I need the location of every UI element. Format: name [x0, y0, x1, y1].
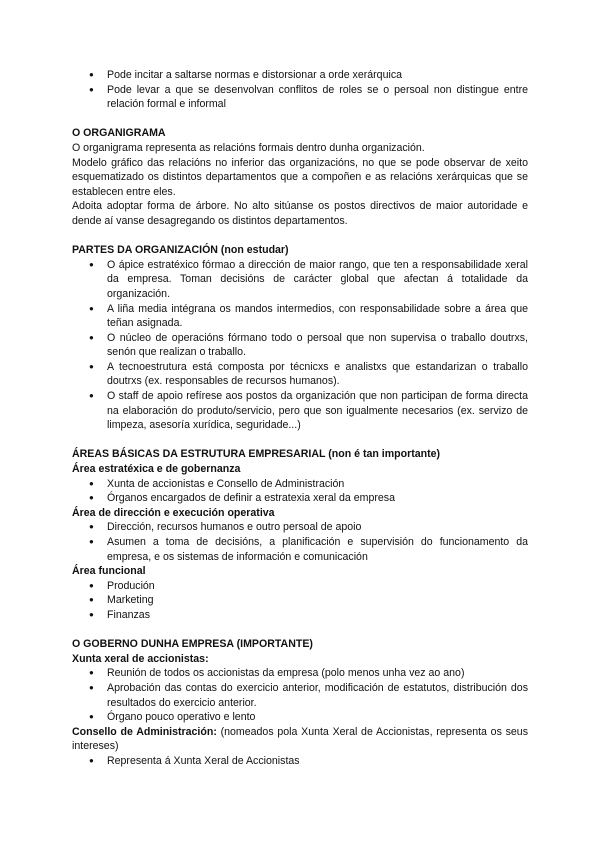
estratexica-bullet-list — [72, 477, 528, 506]
paragraph: Adoita adoptar forma de árbore. No alto sitúanse os postos directivos de maior autoridade e dende aí vanse desagregando os distintos departamentos. — [72, 200, 528, 227]
funcional-bullet-list — [72, 579, 528, 623]
direccion-bullet-list — [72, 520, 528, 564]
list-item: ● Órgano pouco operativo e lento — [72, 710, 528, 725]
list-item: ● Dirección, recursos humanos e outro persoal de apoio — [72, 520, 528, 535]
list-item: ● Reunión de todos os accionistas da empresa (polo menos unha vez ao ano) — [72, 666, 528, 681]
list-item: ● A tecnoestrutura está composta por técnicxs e analistxs que estandarizan o traballo doutrxs (ex. responsables de recursos humanos). — [72, 360, 528, 389]
list-item: ● Finanzas — [72, 608, 528, 623]
list-item: ● Pode incitar a saltarse normas e distorsionar a orde xerárquica — [72, 68, 528, 83]
list-item: ● Pode levar a que se desenvolvan conflitos de roles se o persoal non distingue entre relación formal e informal — [72, 83, 528, 112]
list-item: ● Órganos encargados de definir a estratexia xeral da empresa — [72, 491, 528, 506]
document-content — [72, 68, 528, 769]
list-item: ● Xunta de accionistas e Consello de Administración — [72, 477, 528, 492]
section-heading-areas: ÁREAS BÁSICAS DA ESTRUTURA EMPRESARIAL (non é tan importante) — [72, 448, 441, 461]
subheading-xunta: Xunta xeral de accionistas: — [72, 652, 209, 665]
list-item: ● O ápice estratéxico fórmao a dirección de maior rango, que ten a responsabilidade xeral da empresa. Toman decisións de carácter global que afectan á totalidade da organización. — [72, 258, 528, 302]
list-item: ● O núcleo de operacións fórmano todo o persoal que non supervisa o traballo doutrxs, senón que realizan o traballo. — [72, 331, 528, 360]
list-item: ● O staff de apoio refírese aos postos da organización que non participan de forma directa na elaboración do produto/servicio, pero que son igualmente necesarios (ex. servizo de limpeza, asesoría xurídica, seguridade...) — [72, 389, 528, 433]
section-heading-goberno: O GOBERNO DUNHA EMPRESA (IMPORTANTE) — [72, 638, 313, 651]
subheading-area-funcional: Área funcional — [72, 565, 146, 578]
xunta-bullet-list — [72, 666, 528, 724]
subheading-area-estratexica: Área estratéxica e de gobernanza — [72, 463, 241, 476]
list-item: ● Asumen a toma de decisións, a planificación e supervisión do funcionamento da empresa, e os sistemas de información e comunicación — [72, 535, 528, 564]
list-item: ● A liña media intégrana os mandos intermedios, con responsabilidade sobre a área que teñan asignada. — [72, 302, 528, 331]
subheading-area-direccion: Área de dirección e execución operativa — [72, 506, 275, 519]
section-heading-partes: PARTES DA ORGANIZACIÓN (non estudar) — [72, 244, 289, 257]
consello-text: (nomeados pola Xunta Xeral de Accionistas, representa os seus intereses) — [72, 725, 528, 753]
paragraph: O organigrama representa as relacións formais dentro dunha organización. — [72, 141, 425, 154]
paragraph: Modelo gráfico das relacións no inferior das organizacións, no que se pode observar de xeito esquematizado os distintos departamentos que a compoñen e as relacións xerárquicas que se establecen entre eles. — [72, 156, 528, 198]
section-heading-organigrama: O ORGANIGRAMA — [72, 127, 166, 140]
intro-bullet-list — [72, 68, 528, 112]
list-item: ● Representa á Xunta Xeral de Accionistas — [72, 754, 528, 769]
list-item: ● Aprobación das contas do exercicio anterior, modificación de estatutos, distribución dos resultados do exercicio anterior. — [72, 681, 528, 710]
partes-bullet-list — [72, 258, 528, 433]
list-item: ● Marketing — [72, 593, 528, 608]
list-item: ● Produción — [72, 579, 528, 594]
consello-label: Consello de Administración: — [72, 725, 217, 738]
consello-paragraph — [72, 725, 528, 754]
consello-bullet-list — [72, 754, 528, 769]
